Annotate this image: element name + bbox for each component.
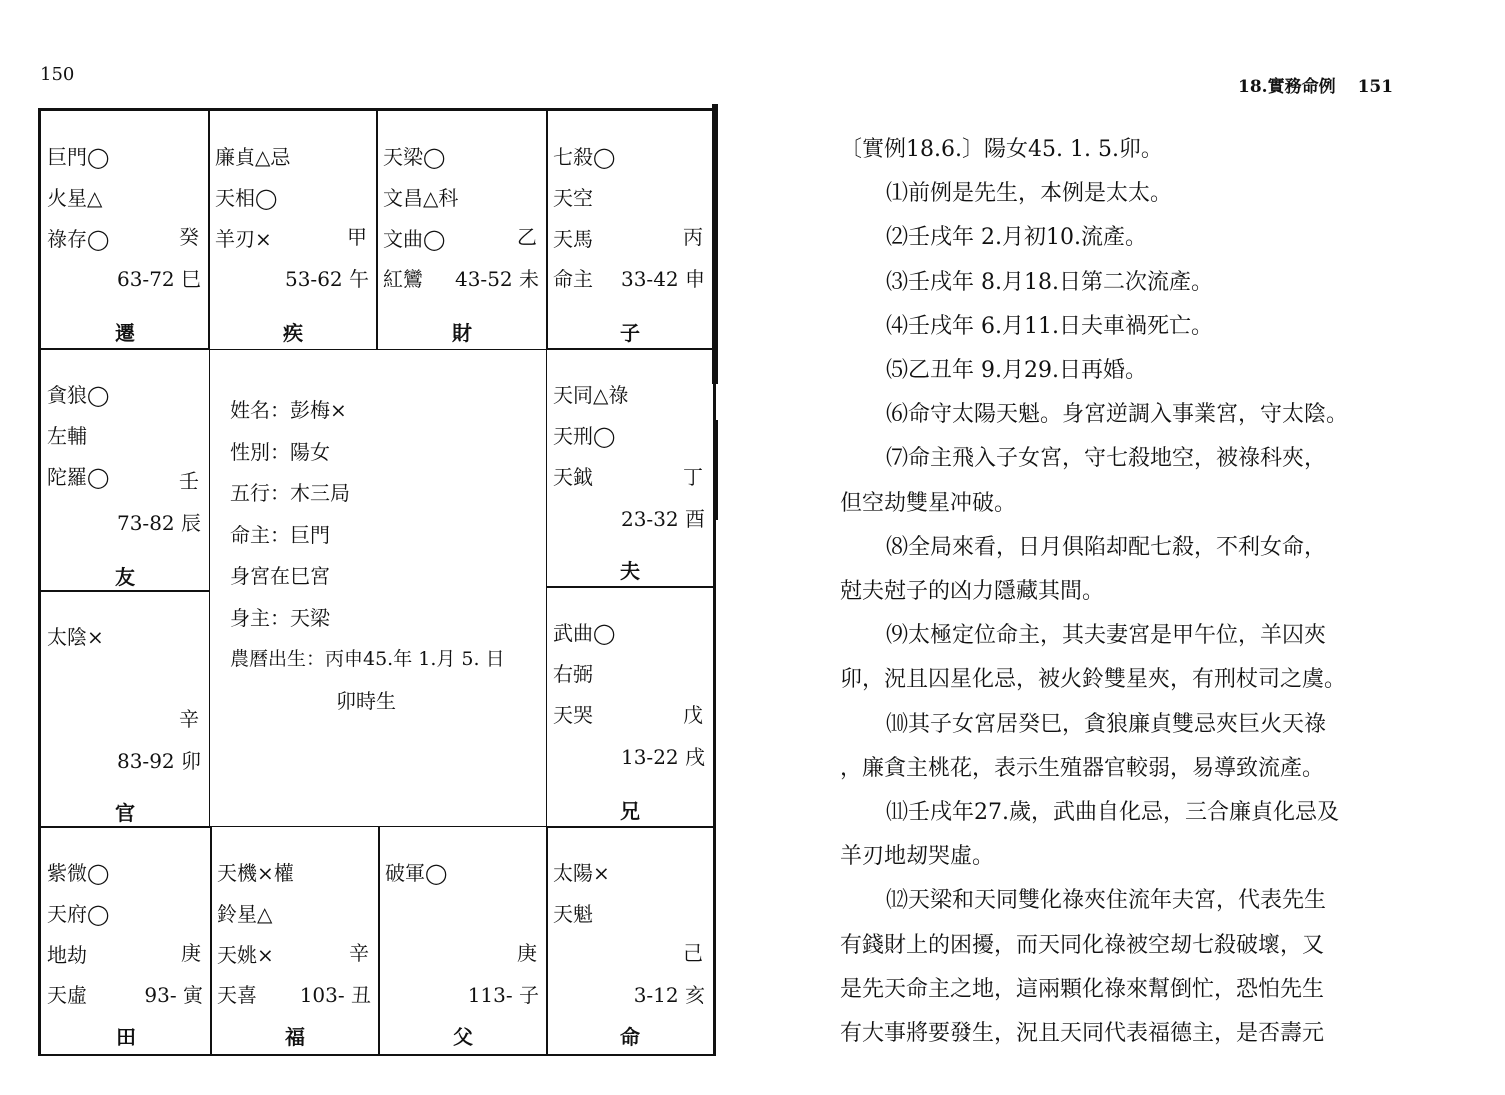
palace-shen (546, 110, 714, 350)
palace-hai (546, 826, 714, 1056)
left-page-number: 150 (40, 64, 75, 85)
palace-stars: 太陰× (47, 625, 104, 649)
palace-stars: 七殺◯ 天空 天馬 (553, 145, 616, 251)
text-line: 羊刃地刼哭虛。 (840, 844, 995, 870)
ziwei-chart (38, 108, 716, 1056)
palace-house: 遷 (115, 321, 135, 345)
palace-age-branch: 63-72 巳 (116, 267, 201, 291)
center-birth-time: 卯時生 (336, 688, 396, 713)
palace-house: 命 (620, 1025, 640, 1049)
text-line: ⑸乙丑年 9.月29.日再婚。 (886, 358, 1147, 384)
text-line: ⑽其子女宮居癸巳，貪狼廉貞雙忌夾巨火天祿 (886, 711, 1327, 737)
text-line: ，廉貪主桃花，表示生殖器官較弱，易導致流產。 (840, 755, 1325, 781)
palace-house: 友 (115, 565, 135, 589)
palace-age-branch: 33-42 申 (620, 267, 705, 291)
palace-you (546, 348, 714, 588)
center-shen-gong: 身宮在巳宮 (230, 564, 330, 588)
palace-yin (40, 826, 212, 1056)
text-line: ⑴前例是先生，本例是太太。 (886, 181, 1173, 207)
palace-mao (40, 590, 210, 828)
palace-xu (546, 586, 714, 828)
right-page-header (1238, 72, 1393, 97)
palace-house: 田 (116, 1025, 136, 1049)
palace-stem: 庚 (181, 941, 201, 965)
palace-stars: 廉貞△忌 天相◯ 羊刃× (215, 145, 291, 251)
text-line: ⑷壬戌年 6.月11.日夫車禍死亡。 (886, 313, 1213, 339)
palace-age-branch: 73-82 辰 (116, 511, 201, 535)
text-line: ⑿天梁和天同雙化祿夾住流年夫宮，代表先生 (886, 888, 1327, 914)
palace-age-branch: 13-22 戌 (620, 745, 705, 769)
case-text (840, 128, 1440, 1056)
palace-extra-star: 天虛 (47, 983, 87, 1007)
palace-house: 子 (620, 321, 640, 345)
text-line: 卯，況且囚星化忌，被火鈴雙星夾，有刑杖司之虞。 (840, 667, 1347, 693)
scan-edge-mark (712, 104, 718, 384)
palace-stars: 紫微◯ 天府◯ 地劫 (47, 861, 110, 967)
palace-stars: 天梁◯ 文昌△科 文曲◯ (383, 145, 459, 251)
text-line: ⑼太極定位命主，其夫妻宮是甲午位，羊囚夾 (886, 623, 1327, 649)
center-ming-zhu: 命主：巨門 (230, 522, 330, 547)
palace-si (40, 110, 210, 350)
text-line: 但空劫雙星冲破。 (840, 490, 1017, 516)
palace-stars: 破軍◯ (385, 861, 448, 885)
palace-zi (378, 826, 548, 1056)
center-birth: 農曆出生：丙申45.年 1.月 5. 日 (230, 648, 505, 670)
palace-stars: 貪狼◯ 左輔 陀羅◯ (47, 383, 110, 489)
right-page-number: 151 (1357, 77, 1394, 97)
palace-age-branch: 53-62 午 (284, 267, 369, 291)
palace-house: 福 (285, 1025, 305, 1049)
palace-stem: 辛 (349, 941, 369, 965)
chart-center-info (230, 390, 505, 722)
palace-house: 夫 (620, 559, 640, 583)
palace-extra-star: 紅鸞 (383, 267, 423, 291)
text-line: 有大事將要發生，況且天同代表福德主，是否壽元 (840, 1021, 1325, 1047)
palace-stars: 太陽× 天魁 (553, 861, 610, 926)
palace-wei (376, 110, 548, 350)
center-shen-zhu: 身主：天梁 (230, 605, 330, 630)
text-line: ⑺命主飛入子女宮，守七殺地空，被祿科夾， (886, 446, 1327, 472)
palace-age-branch: 3-12 亥 (633, 983, 705, 1007)
palace-stem: 戊 (683, 703, 703, 727)
palace-stem: 己 (683, 941, 703, 965)
palace-age-branch: 113- 子 (467, 983, 539, 1007)
palace-house: 父 (453, 1025, 473, 1049)
palace-stem: 乙 (517, 225, 537, 249)
center-gender: 性別：陽女 (230, 439, 330, 464)
palace-house: 疾 (283, 321, 303, 345)
text-line: ⑶壬戌年 8.月18.日第二次流產。 (886, 269, 1213, 295)
palace-stem: 丁 (683, 465, 703, 489)
palace-stem: 甲 (347, 225, 367, 249)
center-name: 姓名：彭梅× (230, 398, 347, 422)
text-line: ⑻全局來看，日月俱陷却配七殺，不利女命， (886, 534, 1327, 560)
palace-stem: 癸 (179, 225, 199, 249)
palace-age-branch: 103- 丑 (299, 983, 371, 1007)
palace-age-branch: 93- 寅 (144, 983, 203, 1007)
palace-extra-star: 命主 (553, 267, 593, 291)
palace-stars: 天同△祿 天刑◯ 天鉞 (553, 383, 629, 489)
palace-stars: 武曲◯ 右弼 天哭 (553, 621, 616, 727)
palace-stem: 壬 (179, 469, 199, 493)
text-line: 尅夫尅子的凶力隱藏其間。 (840, 579, 1105, 605)
palace-age-branch: 83-92 卯 (116, 749, 201, 773)
palace-chou (210, 826, 380, 1056)
text-line: ⑹命守太陽天魁。身宮逆調入事業宮，守太陰。 (886, 402, 1349, 428)
text-line: ⑵壬戌年 2.月初10.流產。 (886, 225, 1147, 251)
palace-stem: 丙 (683, 225, 703, 249)
text-line: ⑾壬戌年27.歲，武曲自化忌，三合廉貞化忌及 (886, 800, 1339, 826)
text-line: 是先天命主之地，這兩顆化祿來幫倒忙，恐怕先生 (840, 976, 1325, 1002)
palace-stars: 天機×權 鈴星△ 天姚× (217, 861, 294, 967)
palace-stem: 庚 (517, 941, 537, 965)
palace-age-branch: 23-32 酉 (620, 507, 705, 531)
palace-wu (208, 110, 378, 350)
palace-house: 官 (115, 801, 135, 825)
palace-age-branch: 43-52 未 (454, 267, 539, 291)
palace-chen (40, 348, 210, 592)
palace-house: 兄 (620, 799, 640, 823)
palace-stem: 辛 (179, 707, 199, 731)
palace-house: 財 (452, 321, 472, 345)
palace-extra-star: 天喜 (217, 983, 257, 1007)
case-heading: 〔實例18.6.〕陽女45. 1. 5.卯。 (840, 137, 1163, 162)
palace-stars: 巨門◯ 火星△ 祿存◯ (47, 145, 110, 251)
text-line: 有錢財上的困擾，而天同化祿被空刼七殺破壞，又 (840, 932, 1325, 958)
chapter-title: 18.實務命例 (1238, 77, 1336, 97)
center-element: 五行：木三局 (230, 481, 350, 505)
scan-edge-mark (714, 420, 718, 520)
